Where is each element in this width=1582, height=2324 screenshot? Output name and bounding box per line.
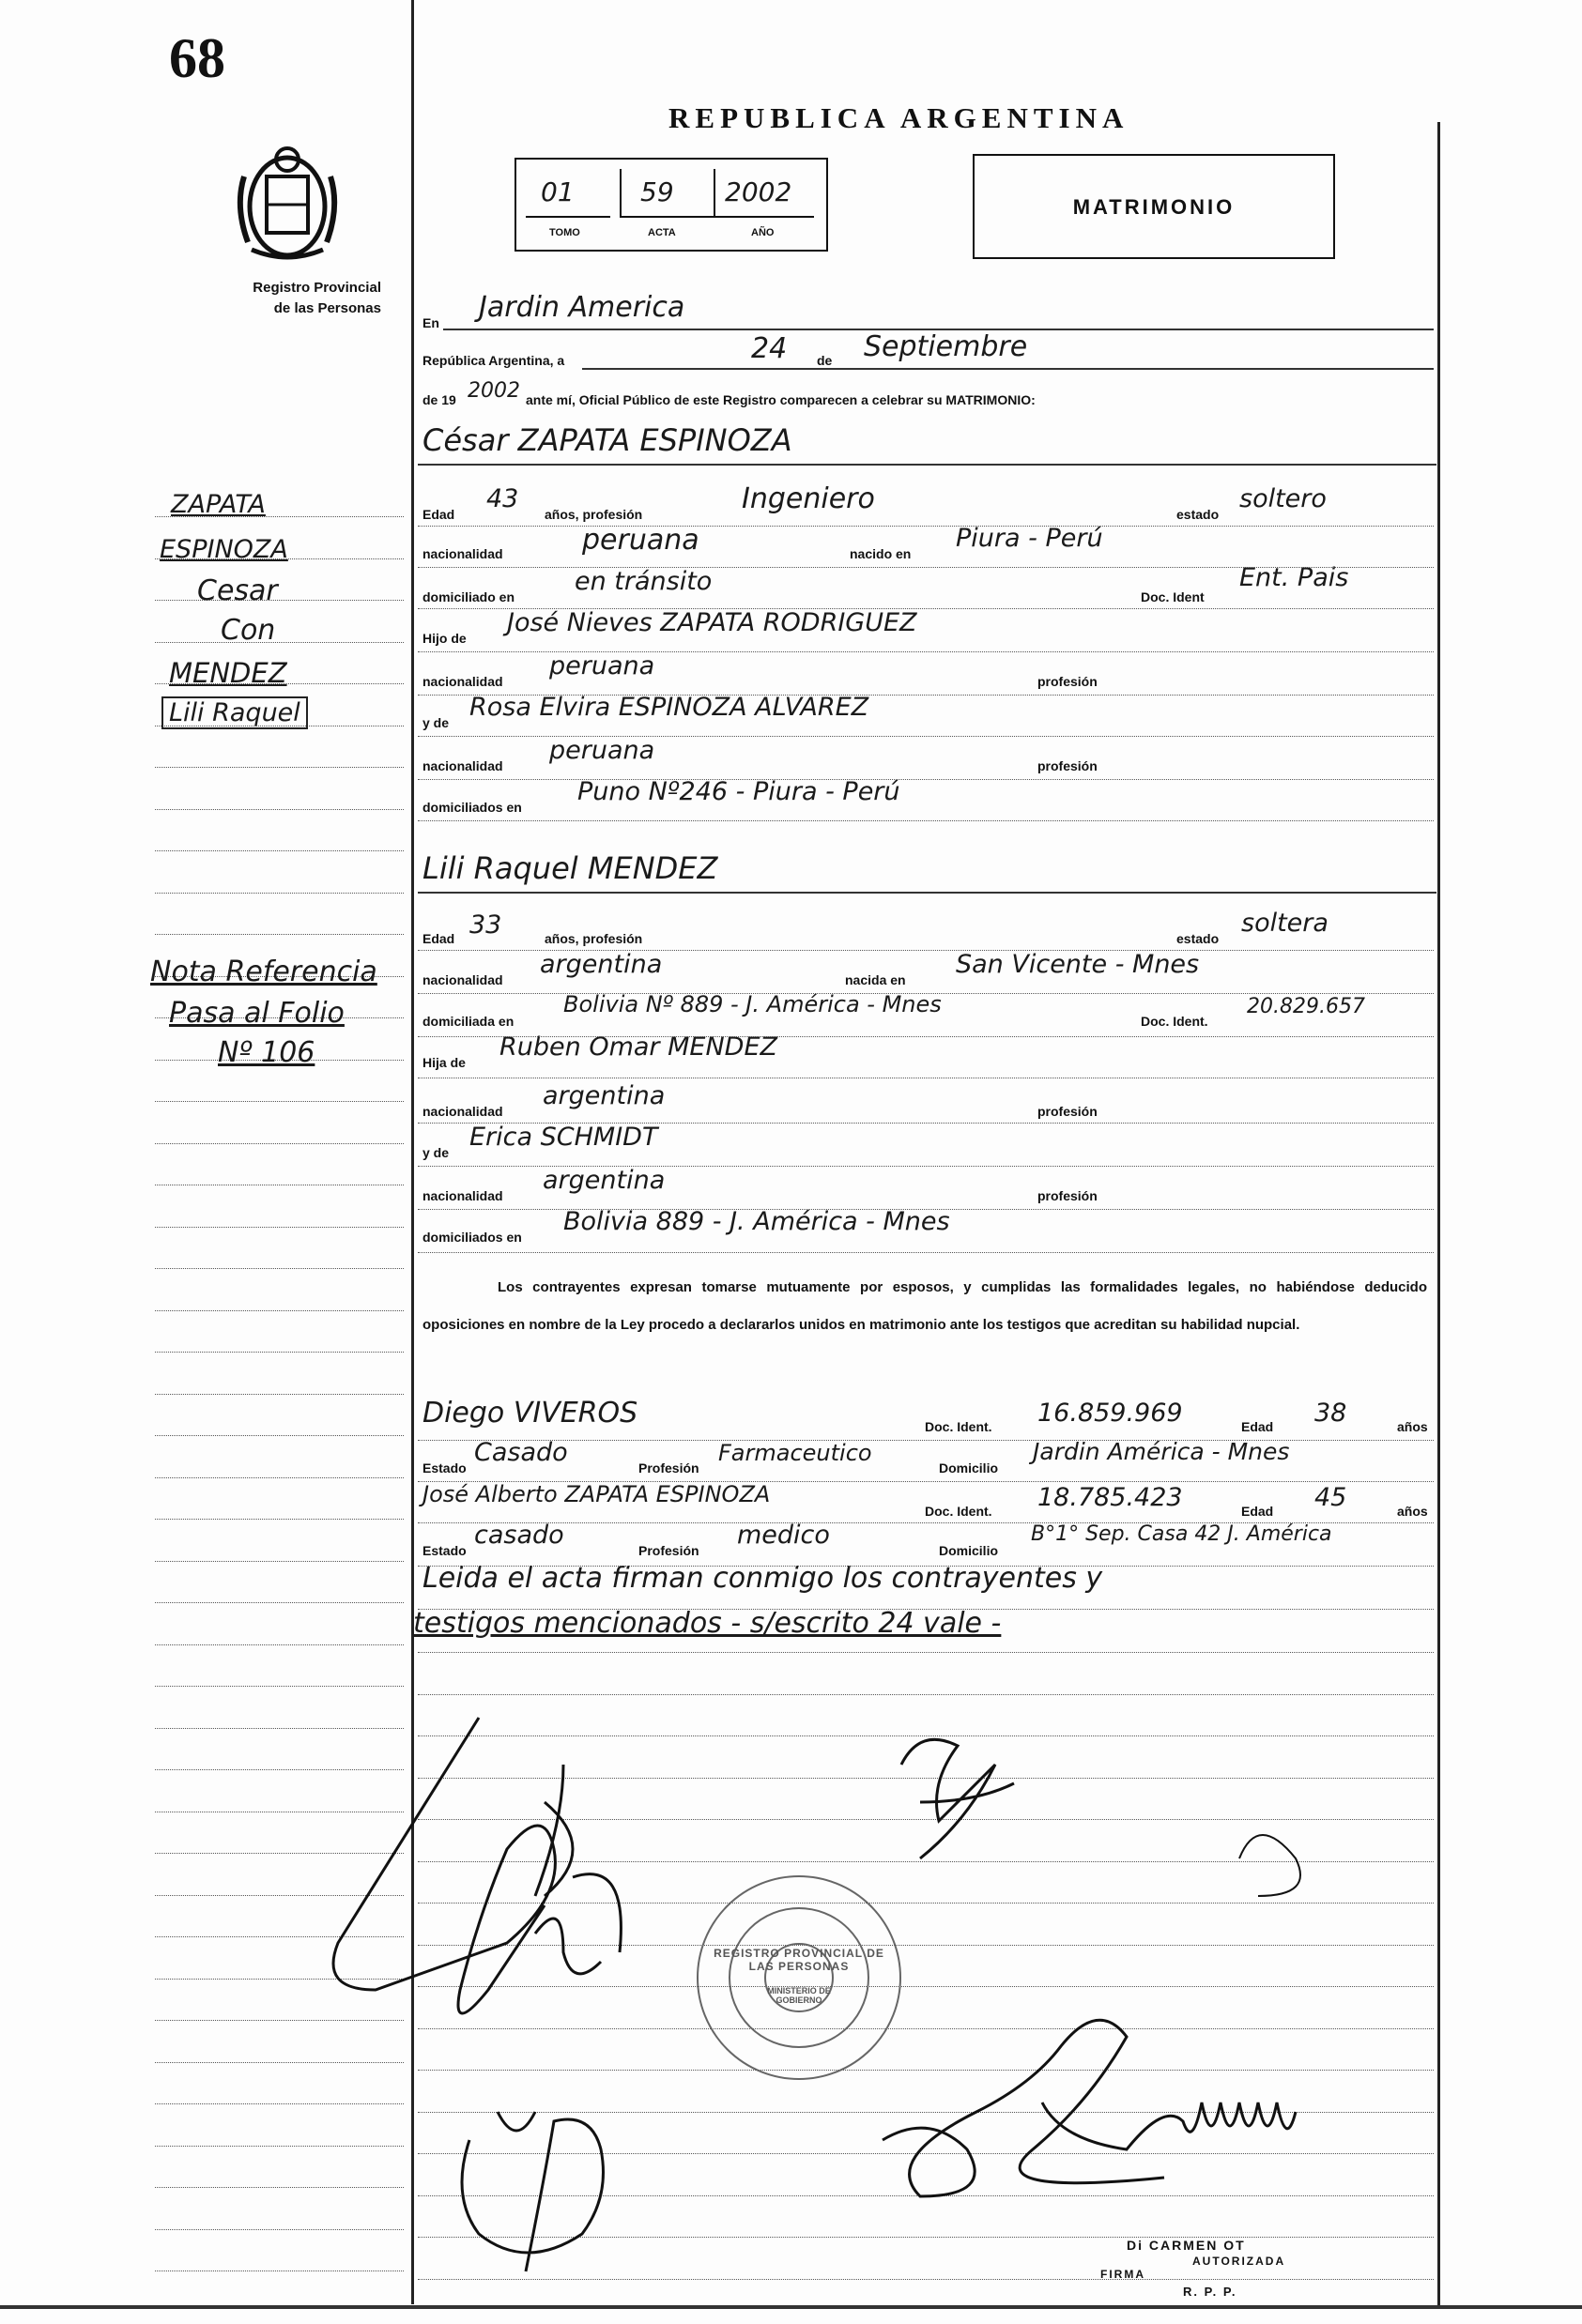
- spouse2-father-nat: argentina: [543, 1081, 666, 1110]
- witness2-profession: medico: [737, 1521, 830, 1550]
- spouse2-parents-dom-label: domiciliados en: [422, 1230, 522, 1245]
- spouse2-mother-nat: argentina: [543, 1166, 666, 1195]
- spouse1-yde-label: y de: [422, 715, 450, 730]
- margin-rule: [155, 1561, 404, 1562]
- coat-of-arms-icon: [231, 139, 344, 270]
- form-rule: [418, 1209, 1434, 1210]
- witness2-name: José Alberto ZAPATA ESPINOZA: [422, 1481, 771, 1507]
- spouse1-nac-label: nacionalidad: [422, 546, 503, 561]
- blank-rule: [418, 1652, 1434, 1653]
- margin-note-1: Nota Referencia: [150, 956, 377, 988]
- registry-name-line1: Registro Provincial: [253, 280, 381, 296]
- spouse1-mother-nat: peruana: [549, 736, 655, 765]
- form-rule: [418, 1440, 1434, 1441]
- spouse2-doc-label: Doc. Ident.: [1141, 1014, 1208, 1029]
- line-spouse1-name: [418, 464, 1436, 466]
- ceremony-day: 24: [751, 332, 788, 365]
- spouse1-father-prof-label: profesión: [1037, 674, 1098, 689]
- spouse1-profession: Ingeniero: [742, 482, 875, 515]
- spouse2-hija-label: Hija de: [422, 1055, 466, 1070]
- form-rule: [418, 1522, 1434, 1523]
- form-rule: [418, 1609, 1434, 1610]
- registry-name-line2: de las Personas: [273, 300, 381, 316]
- margin-rule: [155, 1101, 404, 1102]
- spouse1-domicile: en tránsito: [575, 567, 713, 596]
- form-rule: [418, 695, 1434, 696]
- margin-rule: [155, 600, 404, 601]
- margin-rule: [155, 767, 404, 768]
- witness1-dom-label: Domicilio: [939, 1460, 999, 1475]
- witness1-anos-label: años: [1397, 1419, 1428, 1434]
- margin-rule: [155, 1310, 404, 1311]
- witness2-status: casado: [474, 1521, 564, 1550]
- margin-rule: [155, 1477, 404, 1478]
- en-label: En: [422, 315, 439, 330]
- witness2-doc: 18.785.423: [1037, 1483, 1183, 1512]
- spouse1-name: César ZAPATA ESPINOZA: [422, 422, 792, 458]
- spouse1-anos-label: años, profesión: [545, 507, 643, 522]
- spouse1-birthplace: Piura - Perú: [956, 524, 1103, 553]
- record-acta: [620, 169, 715, 218]
- blank-rule: [418, 1694, 1434, 1695]
- record-ano-value: 2002: [725, 176, 792, 207]
- spouse1-doc-label: Doc. Ident: [1141, 589, 1205, 604]
- spouse2-name: Lili Raquel MENDEZ: [422, 850, 718, 886]
- witness1-edad-label: Edad: [1241, 1419, 1274, 1434]
- margin-rule: [155, 1394, 404, 1395]
- witness1-age: 38: [1314, 1399, 1347, 1428]
- ano-label: AÑO: [751, 227, 775, 238]
- spouse2-estado-label: estado: [1176, 931, 1220, 946]
- witness1-domicile: Jardin América - Mnes: [1033, 1438, 1290, 1465]
- spouse2-mother-nat-label: nacionalidad: [422, 1188, 503, 1203]
- line-date: [582, 368, 1434, 370]
- signature-3: [462, 2112, 604, 2271]
- signature-1: [333, 1718, 601, 2013]
- spouse1-parents-dom: Puno Nº246 - Piura - Perú: [577, 777, 900, 806]
- footer-line2: AUTORIZADA: [1192, 2255, 1286, 2268]
- witness1-doc: 16.859.969: [1037, 1399, 1183, 1428]
- footer-line1: Di CARMEN OT: [1127, 2238, 1246, 2253]
- spouse1-father: José Nieves ZAPATA RODRIGUEZ: [507, 608, 917, 637]
- margin-name-1: ZAPATA: [171, 490, 266, 519]
- spouse2-dom-label: domiciliada en: [422, 1014, 515, 1029]
- margin-rule: [155, 809, 404, 810]
- spouse1-mother: Rosa Elvira ESPINOZA ALVAREZ: [469, 693, 869, 722]
- margin-rule: [155, 850, 404, 851]
- margin-name-6: Lili Raquel: [161, 696, 308, 729]
- spouse1-dom-label: domiciliado en: [422, 589, 515, 604]
- ceremony-place: Jardin America: [479, 291, 685, 324]
- spouse2-mother: Erica SCHMIDT: [469, 1123, 658, 1152]
- page-number: 68: [169, 27, 225, 89]
- spouse2-edad-label: Edad: [422, 931, 455, 946]
- margin-name-3: Cesar: [197, 574, 278, 607]
- spouse2-father-prof-label: profesión: [1037, 1104, 1098, 1119]
- witness1-profession: Farmaceutico: [718, 1440, 872, 1466]
- witness2-age: 45: [1314, 1483, 1347, 1512]
- spouse2-age: 33: [469, 910, 502, 940]
- spouse2-birthplace: San Vicente - Mnes: [956, 950, 1200, 979]
- spouse2-mother-prof-label: profesión: [1037, 1188, 1098, 1203]
- margin-note-3: Nº 106: [218, 1036, 315, 1069]
- margin-rule: [155, 934, 404, 935]
- tomo-label: TOMO: [549, 227, 580, 238]
- margin-rule: [155, 1143, 404, 1144]
- witness2-dom-label: Domicilio: [939, 1543, 999, 1558]
- margin-rule: [155, 642, 404, 643]
- spouse1-estado-label: estado: [1176, 507, 1220, 522]
- footer-line4: R. P. P.: [1183, 2285, 1237, 2299]
- witness2-anos-label: años: [1397, 1504, 1428, 1519]
- form-rule: [418, 736, 1434, 737]
- margin-note-2: Pasa al Folio: [169, 997, 345, 1030]
- spouse2-anos-label: años, profesión: [545, 931, 643, 946]
- record-tomo-value: 01: [541, 176, 575, 207]
- form-rule: [418, 1566, 1434, 1567]
- margin-rule: [155, 1644, 404, 1645]
- form-rule: [418, 1123, 1434, 1124]
- closing-line-1: Leida el acta firman conmigo los contrayentes y: [422, 1562, 1103, 1595]
- signature-5: [883, 2020, 1164, 2196]
- spouse2-parents-dom: Bolivia 889 - J. América - Mnes: [563, 1207, 950, 1236]
- margin-rule: [155, 1602, 404, 1603]
- official-stamp: [691, 1870, 907, 2086]
- margin-rule: [155, 1519, 404, 1520]
- stamp-ring-text: REGISTRO PROVINCIAL DE LAS PERSONAS: [714, 1947, 884, 1973]
- spouse1-doc: Ent. Pais: [1239, 563, 1349, 592]
- witness1-name: Diego VIVEROS: [422, 1397, 638, 1430]
- margin-rule: [155, 1352, 404, 1353]
- spouse2-father: Ruben Omar MENDEZ: [499, 1032, 777, 1062]
- signature-6: [1042, 2102, 1296, 2149]
- witness2-domicile: B°1° Sep. Casa 42 J. América: [1031, 1522, 1332, 1546]
- spouse1-age: 43: [486, 484, 519, 513]
- de-label: de: [817, 353, 833, 368]
- margin-name-5: MENDEZ: [169, 657, 287, 689]
- form-rule: [418, 608, 1434, 609]
- signature-7: [1239, 1835, 1300, 1896]
- signature-4: [901, 1739, 1014, 1858]
- spouse2-nac-label: nacionalidad: [422, 972, 503, 987]
- spouse1-status: soltero: [1239, 484, 1327, 513]
- country-title: REPUBLICA ARGENTINA: [668, 101, 1129, 134]
- witness2-doc-label: Doc. Ident.: [925, 1504, 992, 1519]
- spouse1-father-nat: peruana: [549, 651, 655, 680]
- margin-name-4: Con: [221, 614, 276, 647]
- spouse2-nationality: argentina: [540, 950, 663, 979]
- intro-prefix: de 19: [422, 392, 456, 407]
- margin-rule: [155, 893, 404, 894]
- witness1-prof-label: Profesión: [638, 1460, 699, 1475]
- form-rule: [418, 820, 1434, 821]
- spouse2-doc: 20.829.657: [1247, 995, 1365, 1018]
- form-rule: [418, 1036, 1434, 1037]
- witness1-estado-label: Estado: [422, 1460, 467, 1475]
- form-rule: [418, 567, 1434, 568]
- closing-line-2: testigos mencionados - s/escrito 24 vale -: [413, 1607, 1002, 1640]
- spouse1-hijo-label: Hijo de: [422, 631, 467, 646]
- line-spouse2-name: [418, 892, 1436, 894]
- witness2-estado-label: Estado: [422, 1543, 467, 1558]
- margin-rule: [155, 1227, 404, 1228]
- spouse2-domicile: Bolivia Nº 889 - J. América - Mnes: [563, 991, 942, 1017]
- stamp-inner-text: MINISTERIO DE GOBIERNO: [767, 1986, 831, 2005]
- witness2-edad-label: Edad: [1241, 1504, 1274, 1519]
- record-ano: [714, 169, 814, 218]
- document-type: MATRIMONIO: [1072, 195, 1236, 219]
- bottom-edge: [0, 2305, 1582, 2309]
- form-rule: [418, 1166, 1434, 1167]
- republica-label: República Argentina, a: [422, 353, 565, 368]
- form-rule: [418, 993, 1434, 994]
- margin-rule: [155, 1268, 404, 1269]
- spouse2-father-nat-label: nacionalidad: [422, 1104, 503, 1119]
- ceremony-year: 2002: [468, 379, 520, 403]
- spouse1-nacido-label: nacido en: [850, 546, 912, 561]
- witness1-status: Casado: [474, 1438, 568, 1467]
- form-rule: [418, 651, 1434, 652]
- form-rule: [418, 779, 1434, 780]
- spouse1-father-nat-label: nacionalidad: [422, 674, 503, 689]
- intro-text: ante mí, Oficial Público de este Registro comparecen a celebrar su MATRIMONIO:: [526, 392, 1036, 407]
- record-acta-value: 59: [640, 176, 674, 207]
- record-tomo: [526, 169, 610, 218]
- spouse1-edad-label: Edad: [422, 507, 455, 522]
- spouse2-status: soltera: [1241, 909, 1329, 938]
- spouse1-mother-nat-label: nacionalidad: [422, 758, 503, 773]
- spouse1-parents-dom-label: domiciliados en: [422, 800, 522, 815]
- form-rule: [418, 526, 1434, 527]
- form-rule: [418, 1481, 1434, 1482]
- margin-name-2: ESPINOZA: [160, 535, 288, 564]
- witness2-prof-label: Profesión: [638, 1543, 699, 1558]
- form-rule: [418, 1252, 1434, 1253]
- witness1-doc-label: Doc. Ident.: [925, 1419, 992, 1434]
- spouse1-mother-prof-label: profesión: [1037, 758, 1098, 773]
- margin-rule: [155, 1435, 404, 1436]
- margin-rule: [155, 1686, 404, 1687]
- spouse2-yde-label: y de: [422, 1145, 450, 1160]
- footer-line3: FIRMA: [1100, 2268, 1145, 2281]
- signature-2: [535, 1765, 621, 1952]
- ceremony-month: Septiembre: [864, 330, 1028, 363]
- document-type-box: [973, 154, 1335, 259]
- statement-paragraph: Los contrayentes expresan tomarse mutuamente por esposos, y cumplidas las formalidades legales, no habiéndose deducido oposiciones en nombre de la Ley procedo a declararlos unidos en matrimonio ante los testigos que acreditan su habilidad nupcial.: [422, 1279, 1427, 1333]
- spouse1-nationality: peruana: [582, 524, 699, 557]
- form-rule: [418, 950, 1434, 951]
- acta-label: ACTA: [648, 227, 676, 238]
- spouse2-nacida-label: nacida en: [845, 972, 906, 987]
